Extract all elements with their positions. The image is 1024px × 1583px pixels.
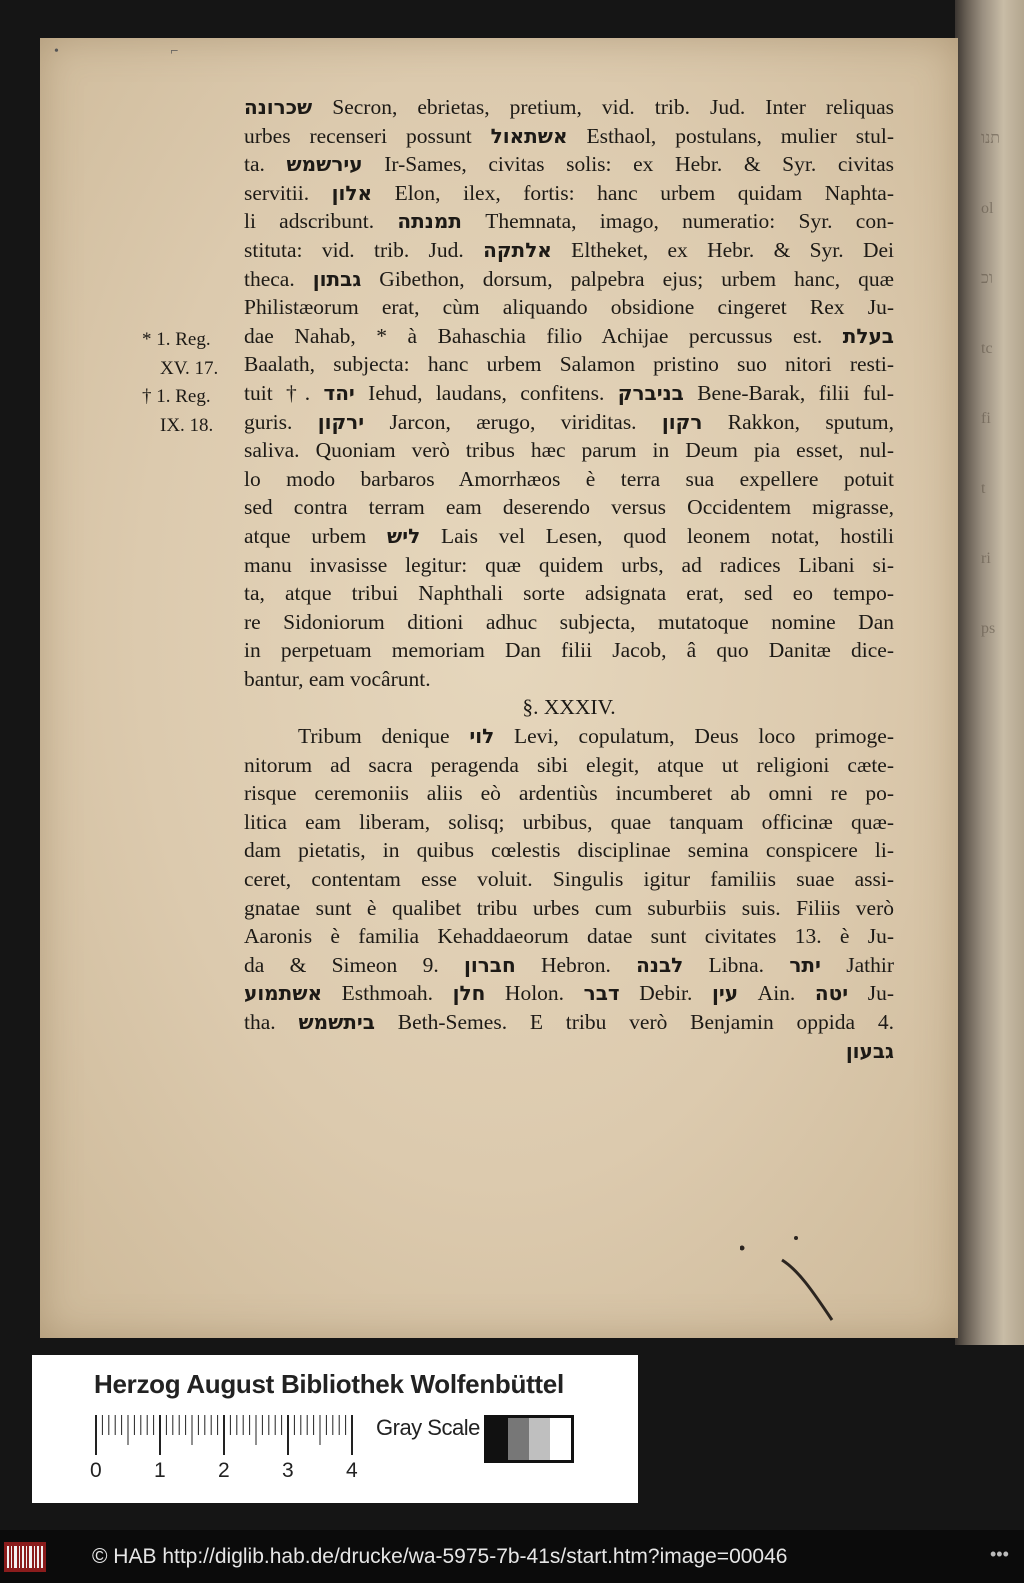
text-line <box>244 265 894 294</box>
facing-page-ghost-text: ri <box>981 550 991 567</box>
latin-text: servitii. <box>244 180 332 205</box>
hebrew-word: עין <box>712 981 739 1006</box>
text-line <box>244 551 894 580</box>
source-url-text[interactable]: © HAB http://diglib.hab.de/drucke/wa-5975-7b-41s/start.htm?image=00046 <box>92 1545 788 1568</box>
latin-text: ta, atque tribui Naphthali sorte adsignata erat, sed eo tempo- <box>244 581 894 606</box>
text-line <box>244 579 894 608</box>
hebrew-word: חברון <box>463 952 516 977</box>
latin-text: Holon. <box>485 981 584 1006</box>
latin-text: Gibethon, dorsum, palpebra ejus; urbem hanc, quæ <box>361 266 894 291</box>
text-line <box>244 894 894 923</box>
latin-text: Jathir <box>820 952 894 977</box>
latin-text: Secron, ebrietas, pretium, vid. trib. Jud. Inter reliquas <box>312 95 894 119</box>
gray-swatch <box>487 1418 508 1460</box>
text-line <box>244 236 894 265</box>
hebrew-word: ירקון <box>317 409 365 434</box>
latin-text: re Sidoniorum ditioni adhuc subjecta, mutatoque nomine Dan <box>244 609 894 634</box>
text-line <box>244 293 894 322</box>
gray-swatch <box>550 1418 571 1460</box>
facing-page-ghost-text: ol <box>981 200 994 217</box>
facing-page-ghost-text: t <box>981 480 986 497</box>
text-line <box>244 350 894 379</box>
latin-text: Ju- <box>848 981 894 1006</box>
more-options-icon[interactable]: ••• <box>990 1544 1009 1564</box>
latin-text: li adscribunt. <box>244 209 398 234</box>
scale-number: 4 <box>346 1459 358 1482</box>
latin-text: Esthaol, postulans, mulier stul- <box>567 123 894 148</box>
margin-reference-note: IX. 18. <box>160 414 214 436</box>
latin-text: Libna. <box>683 952 790 977</box>
hebrew-word: בעלת <box>842 323 894 348</box>
hebrew-word: אשתמוע <box>244 981 323 1006</box>
latin-text: gnatae sunt è qualibet tribu urbes cum suburbiis suis. Filiis verò <box>244 895 894 920</box>
hebrew-word: דבר <box>583 981 620 1006</box>
text-line <box>244 1037 894 1066</box>
scale-ruler <box>94 1413 364 1457</box>
latin-text: Baalath, subjecta: hanc urbem Salamon pristino suo nitori resti- <box>244 352 894 377</box>
text-line <box>244 779 894 808</box>
latin-text: Aaronis è familia Kehaddaeorum datae sunt civitates 13. è Ju- <box>244 924 894 949</box>
gray-scale-label: Gray Scale <box>376 1415 480 1440</box>
latin-text: tuit †. <box>244 380 324 405</box>
latin-text: guris. <box>244 409 318 434</box>
hebrew-word: יתר <box>789 952 821 977</box>
text-line <box>244 722 894 751</box>
latin-text: nitorum ad sacra peragenda sibi elegit, atque ut religioni cæte- <box>244 752 894 777</box>
hebrew-word: חלן <box>452 981 486 1006</box>
facing-page-ghost-text: fi <box>981 410 991 427</box>
latin-text: ceret, contentam esse voluit. Singulis igitur familiis suae assi- <box>244 867 894 892</box>
hebrew-word: גבתון <box>312 266 362 291</box>
text-line <box>244 207 894 236</box>
hebrew-word: תמנתה <box>397 209 462 234</box>
margin-reference-note: † 1. Reg. <box>142 386 211 408</box>
latin-text: dam pietatis, in quibus cœlestis disciplinae semina conspicere li- <box>244 838 894 863</box>
text-line <box>244 922 894 951</box>
text-line <box>244 951 894 980</box>
library-title: Herzog August Bibliothek Wolfenbüttel <box>94 1369 564 1399</box>
hebrew-word: יטה <box>814 981 849 1006</box>
latin-text: Eltheket, ex Hebr. & Syr. Dei <box>551 237 894 262</box>
latin-text: stituta: vid. trib. Jud. <box>244 237 484 262</box>
latin-text: atque urbem <box>244 523 388 548</box>
hebrew-word: ביתשמש <box>298 1010 375 1034</box>
status-bar <box>0 1530 1024 1583</box>
facing-page-ghost-text: ps <box>981 620 996 637</box>
library-color-card <box>32 1355 638 1503</box>
text-line <box>244 465 894 494</box>
text-line <box>244 408 894 437</box>
hebrew-word: בניברק <box>617 380 684 405</box>
latin-text: Esthmoah. <box>322 981 453 1006</box>
latin-text: Hebron. <box>515 952 637 977</box>
corner-marks: • ⌐ <box>54 44 233 59</box>
text-line <box>244 179 894 208</box>
facing-page-ghost-text: tc <box>981 340 993 357</box>
latin-text: theca. <box>244 266 313 291</box>
margin-notes <box>142 326 242 440</box>
latin-text: Philistæorum erat, cùm aliquando obsidione cingeret Rex Ju- <box>244 295 894 320</box>
hebrew-word: לוי <box>469 724 495 749</box>
latin-text: Ir-Sames, civitas solis: ex Hebr. & Syr. civitas <box>362 152 894 177</box>
latin-text: lo modo barbaros Amorrhæos è terra sua expellere potuit <box>244 466 894 491</box>
text-line <box>244 493 894 522</box>
latin-text: Beth-Semes. E tribu verò Benjamin oppida 4. <box>375 1010 894 1034</box>
latin-text: tha. <box>244 1010 299 1034</box>
barcode-icon <box>4 1542 46 1572</box>
latin-text: Iehud, laudans, confitens. <box>354 380 618 405</box>
latin-text: Rakkon, sputum, <box>702 409 894 434</box>
latin-text: Levi, copulatum, Deus loco primoge- <box>494 724 894 749</box>
text-line <box>244 1008 894 1037</box>
hebrew-word: עירשמש <box>286 152 363 177</box>
latin-text: Tribum denique <box>298 724 470 749</box>
latin-text: Elon, ilex, fortis: hanc urbem quidam Naphta- <box>372 180 894 205</box>
latin-text: Debir. <box>619 981 712 1006</box>
latin-text: Ain. <box>738 981 815 1006</box>
margin-reference-note: * 1. Reg. <box>142 329 211 350</box>
latin-text: manu invasisse legitur: quæ quidem urbs, ad radices Libani si- <box>244 552 894 577</box>
text-line <box>244 322 894 351</box>
facing-page-ghost-text: וכ <box>981 270 993 287</box>
scale-number: 0 <box>90 1459 102 1482</box>
gray-scale-swatches <box>484 1415 574 1463</box>
page-body-text <box>244 93 894 1065</box>
page-scratch-mark <box>740 1220 860 1330</box>
latin-text: dae Nahab, * à Bahaschia filio Achijae percussus est. <box>244 323 843 348</box>
latin-text: risque ceremoniis aliis eò ardentiùs incumberet ab omni re po- <box>244 781 894 806</box>
hebrew-word: אשתאול <box>490 123 568 148</box>
latin-text: in perpetuam memoriam Dan filii Jacob, â quo Danitæ dice- <box>244 638 894 663</box>
latin-text: urbes recenseri possunt <box>244 123 491 148</box>
latin-text: ta. <box>244 152 287 177</box>
scale-number: 3 <box>282 1459 294 1482</box>
text-line <box>244 865 894 894</box>
hebrew-word: שכרונה <box>244 95 313 119</box>
facing-page-ghost-text: תנו <box>981 130 1001 147</box>
text-line <box>244 808 894 837</box>
text-line <box>244 836 894 865</box>
text-line <box>244 522 894 551</box>
text-line <box>244 122 894 151</box>
hebrew-word: רקון <box>661 409 703 434</box>
hebrew-word: אלון <box>331 180 373 205</box>
latin-text: da & Simeon 9. <box>244 952 464 977</box>
text-line <box>244 150 894 179</box>
hebrew-word: גבעון <box>845 1038 894 1063</box>
latin-text: Themnata, imago, numeratio: Syr. con- <box>461 209 894 234</box>
margin-reference-note: XV. 17. <box>160 357 219 379</box>
latin-text: bantur, eam vocârunt. <box>244 666 431 691</box>
hebrew-word: לבנה <box>636 952 684 977</box>
text-line <box>244 379 894 408</box>
latin-text: saliva. Quoniam verò tribus hæc parum in Deum pia esset, nul- <box>244 438 894 463</box>
scale-number: 2 <box>218 1459 230 1482</box>
text-line <box>244 751 894 780</box>
gray-swatch <box>529 1418 550 1460</box>
latin-text: sed contra terram eam deserendo versus Occidentem migrasse, <box>244 495 894 520</box>
text-line <box>244 608 894 637</box>
text-line <box>244 93 894 122</box>
latin-text: Lais vel Lesen, quod leonem notat, hostili <box>420 523 894 548</box>
hebrew-word: אלתקה <box>483 237 552 262</box>
text-line <box>244 979 894 1008</box>
latin-text: Bene-Barak, filii ful- <box>683 380 894 405</box>
latin-text: litica eam liberam, solisq; urbibus, quae tanquam officinæ quæ- <box>244 809 894 834</box>
text-line <box>244 665 894 694</box>
latin-text: Jarcon, ærugo, viriditas. <box>364 409 662 434</box>
text-line <box>244 693 894 722</box>
scale-number: 1 <box>154 1459 166 1482</box>
hebrew-word: ליש <box>387 523 421 548</box>
book-edge <box>955 0 1024 1345</box>
gray-swatch <box>508 1418 529 1460</box>
latin-text: §. XXXIV. <box>522 695 616 720</box>
hebrew-word: יהד <box>323 380 355 405</box>
text-line <box>244 436 894 465</box>
text-line <box>244 636 894 665</box>
